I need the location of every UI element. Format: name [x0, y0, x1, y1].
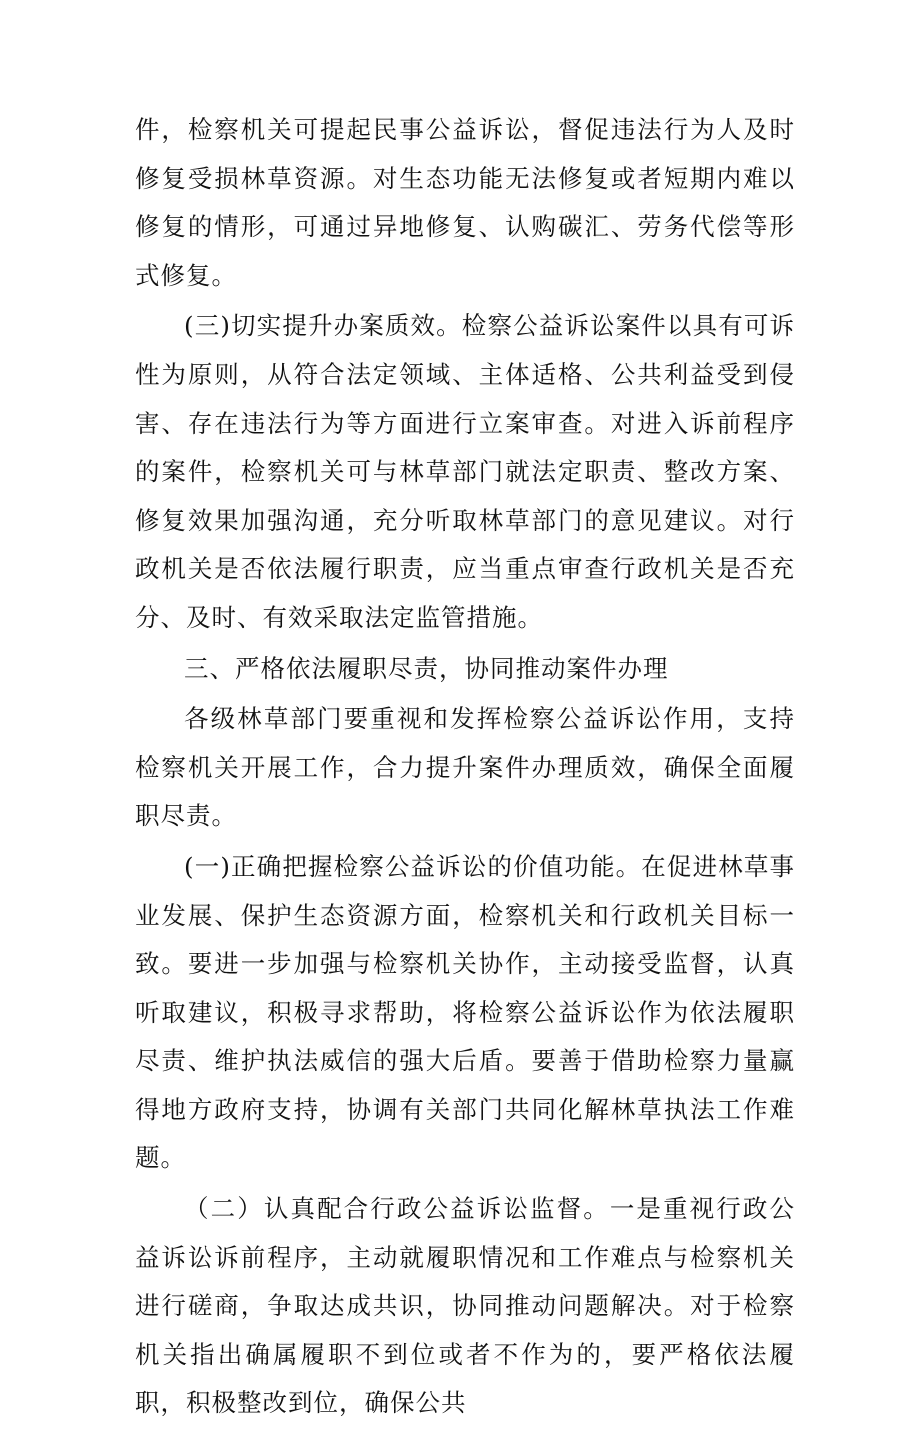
document-body [135, 106, 795, 1430]
paragraph-section-3-intro: 各级林草部门要重视和发挥检察公益诉讼作用，支持检察机关开展工作，合力提升案件办理质效，确保全面履职尽责。 [135, 704, 795, 831]
paragraph-section-2-3: (三)切实提升办案质效。检察公益诉讼案件以具有可诉性为原则，从符合法定领域、主体适格、公共利益受到侵害、存在违法行为等方面进行立案审查。对进入诉前程序的案件，检察机关可与林草部门就法定职责、整改方案、修复效果加强沟通，充分听取林草部门的意见建议。对行政机关是否依法履行职责，应当重点审查行政机关是否充分、及时、有效采取法定监管措施。 [135, 311, 795, 632]
paragraph-continuation: 件，检察机关可提起民事公益诉讼，督促违法行为人及时修复受损林草资源。对生态功能无法修复或者短期内难以修复的情形，可通过异地修复、认购碳汇、劳务代偿等形式修复。 [135, 115, 795, 290]
paragraph-section-3-2: （二）认真配合行政公益诉讼监督。一是重视行政公益诉讼诉前程序，主动就履职情况和工作难点与检察机关进行磋商，争取达成共识，协同推动问题解决。对于检察机关指出确属履职不到位或者不作为的，要严格依法履职，积极整改到位，确保公共 [135, 1194, 795, 1418]
section-heading-3: 三、严格依法履职尽责，协同推动案件办理 [184, 653, 669, 683]
paragraph-section-3-1: (一)正确把握检察公益诉讼的价值功能。在促进林草事业发展、保护生态资源方面，检察机关和行政机关目标一致。要进一步加强与检察机关协作，主动接受监督，认真听取建议，积极寻求帮助，将检察公益诉讼作为依法履职尽责、维护执法威信的强大后盾。要善于借助检察力量赢得地方政府支持，协调有关部门共同化解林草执法工作难题。 [135, 851, 795, 1173]
